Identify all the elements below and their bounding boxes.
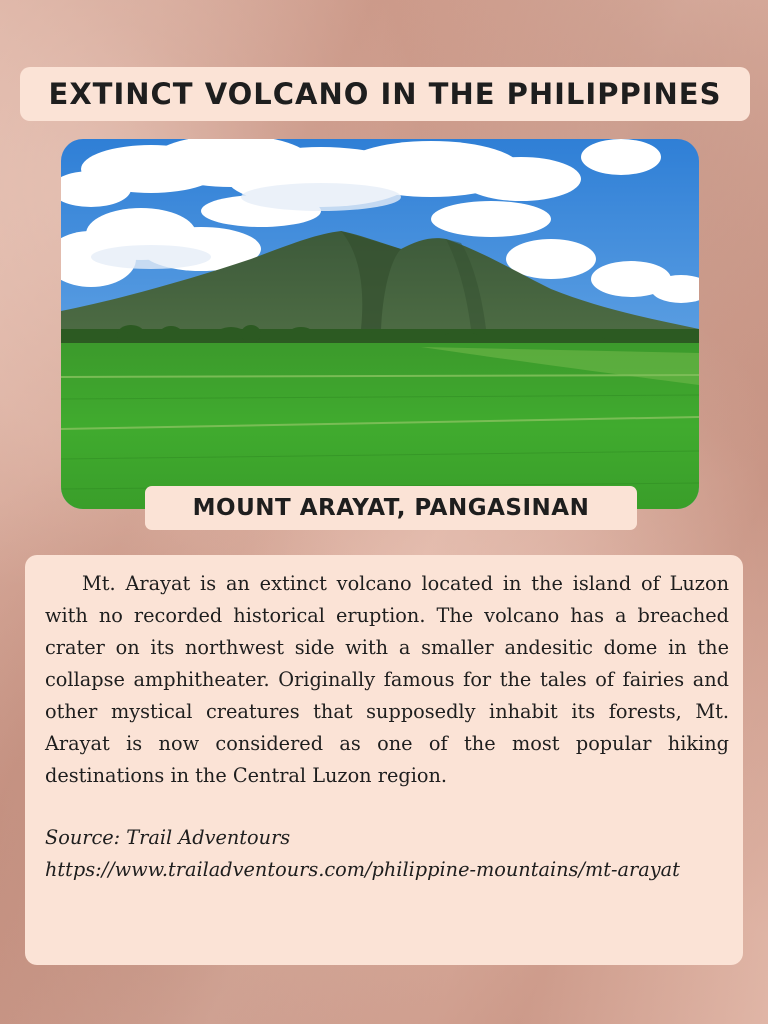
source-url: https://www.trailadventours.com/philippine-mountains/mt-arayat	[45, 858, 680, 881]
photo-caption: MOUNT ARAYAT, PANGASINAN	[192, 495, 590, 521]
page-title: EXTINCT VOLCANO IN THE PHILIPPINES	[48, 77, 722, 111]
title-banner	[20, 67, 750, 121]
text-card	[25, 555, 743, 965]
source-label: Source: Trail Adventours	[45, 826, 291, 849]
mountain-photo-illustration	[61, 139, 699, 509]
source-block	[45, 822, 729, 886]
mountain-photo	[61, 139, 699, 509]
caption-banner	[145, 486, 637, 530]
description-paragraph: Mt. Arayat is an extinct volcano located in the island of Luzon with no recorded historical eruption. The volcano has a breached crater on its northwest side with a smaller andesitic dome in the collapse amphitheater. Originally famous for the tales of fairies and other mystical creatures that supposedly inhabit its forests, Mt. Arayat is now considered as one of the most popular hiking destinations in the Central Luzon region.	[45, 572, 729, 787]
